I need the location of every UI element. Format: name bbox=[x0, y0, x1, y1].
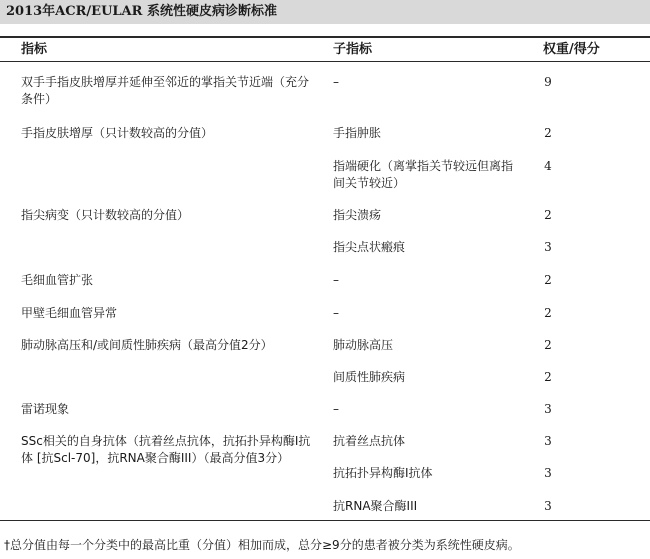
row-subitem: 手指肿胀 bbox=[333, 126, 382, 140]
row-item: 甲壁毛细血管异常 bbox=[21, 306, 118, 320]
row-item: 指尖病变（只计数较高的分值） bbox=[21, 208, 190, 222]
row-item: 肺动脉高压和/或间质性肺疾病（最高分值2分） bbox=[21, 338, 273, 352]
row-subitem: 指尖点状瘢痕 bbox=[333, 240, 406, 254]
header-item: 指标 bbox=[21, 42, 48, 57]
table-title: 2013年ACR/EULAR 系统性硬皮病诊断标准 bbox=[6, 4, 277, 19]
row-score: 4 bbox=[544, 159, 552, 173]
row-score: 2 bbox=[544, 306, 552, 320]
row-item: 毛细血管扩张 bbox=[21, 273, 94, 287]
footnote: †总分值由每一个分类中的最高比重（分值）相加而成，总分≥9分的患者被分类为系统性硬皮病。 bbox=[4, 538, 520, 552]
row-subitem: – bbox=[333, 402, 339, 416]
top-rule bbox=[0, 36, 650, 38]
row-subitem: 指尖溃疡 bbox=[333, 208, 382, 222]
row-subitem: 肺动脉高压 bbox=[333, 338, 394, 352]
row-score: 9 bbox=[544, 75, 552, 89]
header-score: 权重/得分 bbox=[543, 42, 600, 57]
row-score: 3 bbox=[544, 466, 552, 480]
header-subitem: 子指标 bbox=[333, 42, 373, 57]
row-item: 双手手指皮肤增厚并延伸至邻近的掌指关节近端（充分条件） bbox=[21, 75, 310, 106]
row-item: 手指皮肤增厚（只计数较高的分值） bbox=[21, 126, 214, 140]
row-subitem: 抗RNA聚合酶III bbox=[333, 499, 418, 513]
row-score: 3 bbox=[544, 402, 552, 416]
row-item: SSc相关的自身抗体（抗着丝点抗体，抗拓扑异构酶Ⅰ抗体 [抗Scl-70]，抗RNA聚合酶III）（最高分值3分） bbox=[21, 434, 311, 465]
row-score: 2 bbox=[544, 338, 552, 352]
row-subitem: 抗拓扑异构酶Ⅰ抗体 bbox=[333, 466, 433, 480]
row-subitem: – bbox=[333, 273, 339, 287]
row-subitem: 指端硬化（离掌指关节较远但离指间关节较近） bbox=[333, 159, 514, 190]
row-score: 3 bbox=[544, 434, 552, 448]
row-subitem: – bbox=[333, 306, 339, 320]
row-item: 雷诺现象 bbox=[21, 402, 70, 416]
row-score: 2 bbox=[544, 126, 552, 140]
row-subitem: – bbox=[333, 75, 339, 89]
bottom-rule bbox=[0, 520, 650, 521]
row-score: 2 bbox=[544, 273, 552, 287]
row-score: 2 bbox=[544, 370, 552, 384]
row-score: 3 bbox=[544, 240, 552, 254]
header-rule bbox=[0, 61, 650, 62]
row-subitem: 抗着丝点抗体 bbox=[333, 434, 406, 448]
row-subitem: 间质性肺疾病 bbox=[333, 370, 406, 384]
row-score: 2 bbox=[544, 208, 552, 222]
row-score: 3 bbox=[544, 499, 552, 513]
